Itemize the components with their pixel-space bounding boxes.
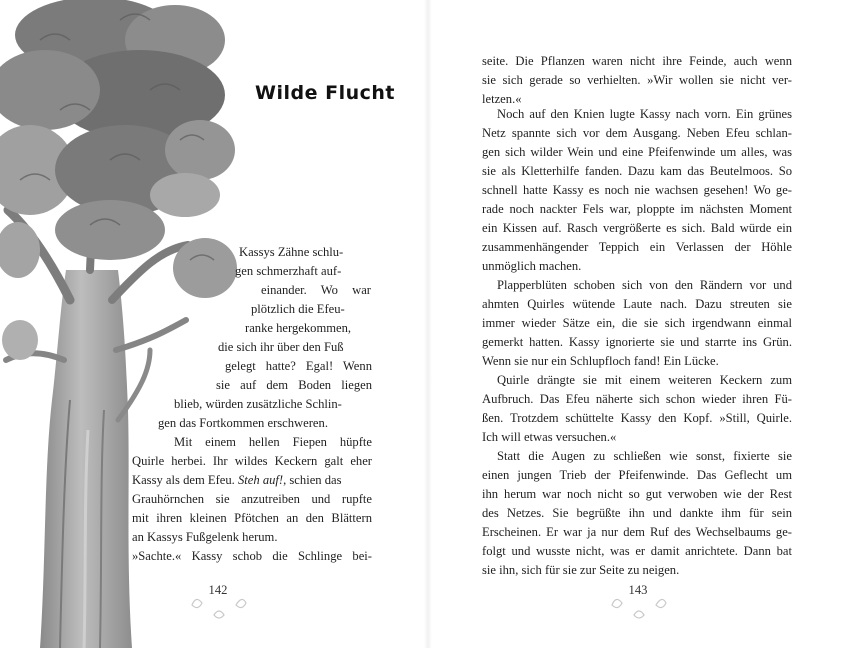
chapter-title: Wilde Flucht bbox=[255, 82, 395, 104]
emphasis-text: Steh auf! bbox=[237, 473, 284, 487]
text-line: letzen.« bbox=[482, 92, 522, 106]
text-line: an Kassys Fußgelenk herum. bbox=[132, 530, 278, 544]
text-line: zusammenhängender Teppich ein Verlassen der Höhle bbox=[482, 240, 792, 254]
text-line: ranke hergekommen, bbox=[245, 321, 352, 335]
text-line: Netz spannte sich vor dem Ausgang. Neben Efeu schlan- bbox=[482, 126, 792, 140]
text-line: Statt die Augen zu schließen wie sonst, fixierte sie bbox=[497, 449, 792, 463]
text-line: ein Kissen auf. Rasch vergrößerte es sich. Bald würde ein bbox=[482, 221, 792, 235]
text-segment: Kassy als dem Efeu. bbox=[132, 473, 235, 487]
text-line: Erscheinen. Er war ja nur dem Ruf des Wechselbaums ge- bbox=[482, 525, 792, 539]
text-line: schnell hatte Kassy es noch nie wachsen gesehen! Wo ge- bbox=[482, 183, 792, 197]
page-number: 143 bbox=[628, 583, 648, 597]
page-number: 142 bbox=[208, 583, 228, 597]
text-line: ihn herum war noch nicht so gut verwoben wie der Rest bbox=[482, 487, 792, 501]
text-line: Quirle drängte sie mit einem weiteren Keckern zum bbox=[497, 373, 792, 387]
text-line: Mit einem hellen Fiepen hüpfte bbox=[174, 435, 372, 449]
text-line: Aufbruch. Das Efeu näherte sich schon wieder ihren Fü- bbox=[482, 392, 792, 406]
text-line: Plapperblüten schoben sich von den Rändern vor und bbox=[497, 278, 792, 292]
text-line: ßen. Trotzdem schüttelte Kassy den Kopf. »Still, Quirle. bbox=[482, 411, 792, 425]
text-line: des Netzes. Sie begrüßte ihn und dankte ihm für sein bbox=[482, 506, 792, 520]
text-line: ahmten Quirles wütende Laute nach. Dazu streuten sie bbox=[482, 297, 792, 311]
text-line: Ich will etwas versuchen.« bbox=[482, 430, 617, 444]
text-line: gemerkt hatten. Kassy ignorierte sie und starrte ins Grün. bbox=[482, 335, 792, 349]
text-line: »Sachte.« Kassy schob die Schlinge bei- bbox=[132, 549, 372, 563]
text-line: mit ihren kleinen Pfötchen an den Blättern bbox=[132, 511, 372, 525]
text-line: blieb, würden zusätzliche Schlin- bbox=[174, 397, 342, 411]
text-line: rade noch nackter Fels war, ploppte im nächsten Moment bbox=[482, 202, 792, 216]
text-line: unmöglich machen. bbox=[482, 259, 582, 273]
text-line: plötzlich die Efeu- bbox=[251, 302, 345, 316]
text-line: Kassys Zähne schlu- bbox=[239, 245, 344, 259]
text-line: sie sich gerade so verhielten. »Wir wollen sie nicht ver- bbox=[482, 73, 792, 87]
text-line: sie als Kletterhilfe fanden. Dazu kam das Beutelmoos. So bbox=[482, 164, 792, 178]
text-line: gelegt hatte? Egal! Wenn bbox=[225, 359, 372, 373]
text-line: gen sich wilder Wein und eine Pfeifenwinde um alles, was bbox=[482, 145, 792, 159]
text-line: Grauhörnchen sie anzutreiben und rupfte bbox=[132, 492, 372, 506]
text-line: gen schmerzhaft auf- bbox=[235, 264, 342, 278]
text-line: die sich ihr über den Fuß bbox=[218, 340, 344, 354]
text-line bbox=[132, 471, 342, 489]
text-line: immer wieder Sätze ein, die sie sich irgendwann einmal bbox=[482, 316, 792, 330]
text-line: Noch auf den Knien lugte Kassy nach vorn. Ein grünes bbox=[497, 107, 792, 121]
text-line: Quirle herbei. Ihr wildes Keckern galt eher bbox=[132, 454, 372, 468]
text-segment: , schien das bbox=[283, 473, 342, 487]
text-line: gen das Fortkommen erschweren. bbox=[158, 416, 328, 430]
text-line: sie ihn, sich für sie zur Seite zu neigen. bbox=[482, 563, 680, 577]
right-page bbox=[428, 0, 856, 648]
text-line: einen jungen Trieb der Pfeifenwinde. Das Geflecht um bbox=[482, 468, 792, 482]
text-line: einander. Wo war bbox=[261, 283, 371, 297]
text-line: sie auf dem Boden liegen bbox=[216, 378, 372, 392]
text-line: folgt und wusste nicht, was er damit anrichtete. Dann bat bbox=[482, 544, 792, 558]
text-line: Wenn sie nur ein Schlupfloch fand! Ein Lücke. bbox=[482, 354, 719, 368]
text-line: seite. Die Pflanzen waren nicht ihre Feinde, auch wenn bbox=[482, 54, 792, 68]
